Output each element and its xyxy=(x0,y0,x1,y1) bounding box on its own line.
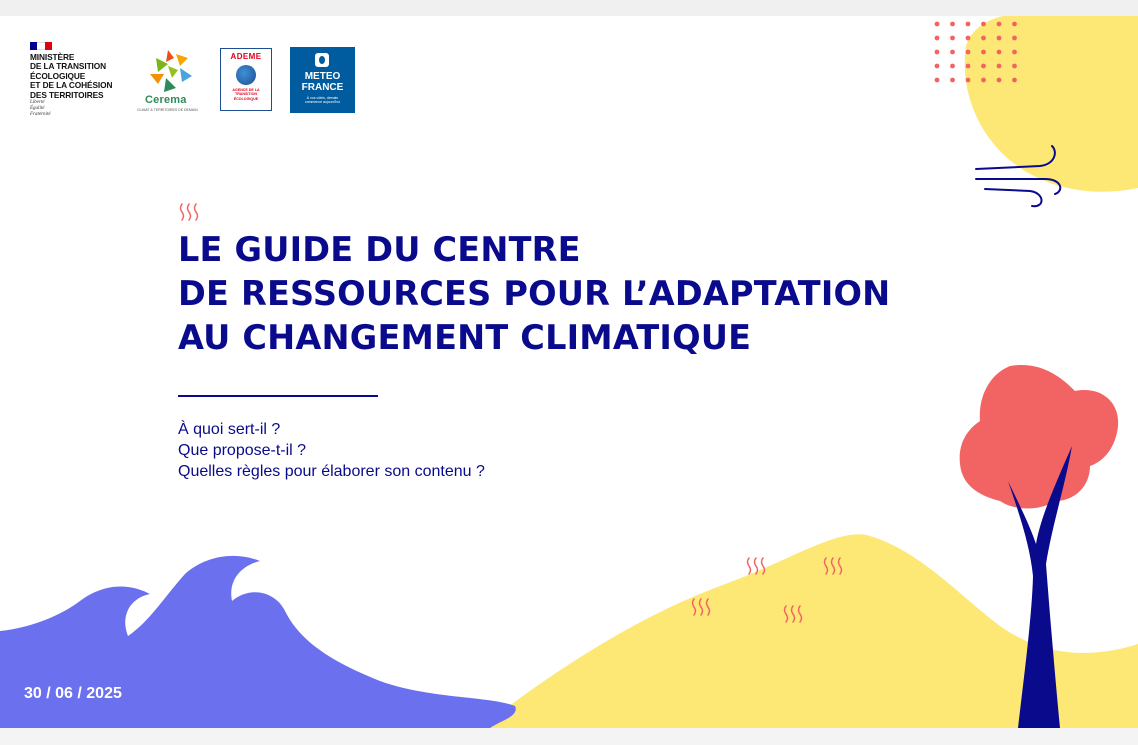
dot xyxy=(1012,78,1017,83)
dot xyxy=(981,36,986,41)
dot xyxy=(935,50,940,55)
sun-shape xyxy=(965,16,1138,192)
dot xyxy=(981,64,986,69)
marianne-flag-icon xyxy=(30,42,52,50)
heat-waves-icon xyxy=(181,204,198,220)
dot xyxy=(1012,50,1017,55)
ademe-tagline: AGENCE DE LA TRANSITION ÉCOLOGIQUE xyxy=(232,88,260,101)
dot xyxy=(950,50,955,55)
dot xyxy=(1012,36,1017,41)
dot xyxy=(981,22,986,27)
cerema-tagline: CLIMAT & TERRITOIRES DE DEMAIN xyxy=(137,108,198,112)
dot xyxy=(997,78,1002,83)
ministry-motto: Liberté Égalité Fraternité xyxy=(30,100,51,117)
meteo-france-logo xyxy=(290,47,355,113)
meteo-logo-text: METEO FRANCE xyxy=(301,71,344,93)
page-top-margin xyxy=(0,0,1138,16)
title-line-2: DE RESSOURCES POUR L’ADAPTATION xyxy=(178,274,891,313)
meteo-drop-icon xyxy=(315,53,329,67)
dot xyxy=(997,64,1002,69)
document-slide xyxy=(0,16,1138,728)
document-title xyxy=(178,228,938,360)
cerema-logo-text: Cerema xyxy=(145,94,187,106)
question-item: Que propose-t-il ? xyxy=(178,442,307,459)
question-list xyxy=(178,419,485,482)
dot xyxy=(966,78,971,83)
dot xyxy=(981,50,986,55)
meteo-tagline: À vos côtés, demain commence aujourd'hui xyxy=(304,96,341,105)
globe-icon xyxy=(236,65,256,85)
dot xyxy=(950,36,955,41)
question-item: À quoi sert-il ? xyxy=(178,421,281,438)
tree-foliage xyxy=(960,365,1118,508)
cerema-logo-icon xyxy=(146,48,196,94)
dot xyxy=(935,22,940,27)
background-illustration xyxy=(0,16,1138,728)
dot xyxy=(981,78,986,83)
dot xyxy=(997,22,1002,27)
dot xyxy=(950,22,955,27)
dot xyxy=(997,36,1002,41)
dot xyxy=(966,50,971,55)
dot xyxy=(997,50,1002,55)
dot xyxy=(950,64,955,69)
ministry-logo-text: MINISTÈRE DE LA TRANSITION ÉCOLOGIQUE ET DE LA COHÉSION DES TERRITOIRES xyxy=(30,52,113,100)
ademe-logo-text: ADEME xyxy=(230,52,262,61)
dot xyxy=(966,64,971,69)
title-line-1: LE GUIDE DU CENTRE xyxy=(178,230,581,269)
publication-date: 30 / 06 / 2025 xyxy=(24,685,122,702)
dot xyxy=(1012,64,1017,69)
title-divider xyxy=(178,395,378,397)
question-item: Quelles règles pour élaborer son contenu ? xyxy=(178,463,485,480)
dot xyxy=(935,64,940,69)
ademe-logo xyxy=(220,48,272,111)
title-line-3: AU CHANGEMENT CLIMATIQUE xyxy=(178,318,752,357)
page-bottom-margin xyxy=(0,728,1138,745)
dot xyxy=(966,36,971,41)
dot xyxy=(950,78,955,83)
dot xyxy=(935,78,940,83)
dot xyxy=(935,36,940,41)
dot xyxy=(966,22,971,27)
dot xyxy=(1012,22,1017,27)
